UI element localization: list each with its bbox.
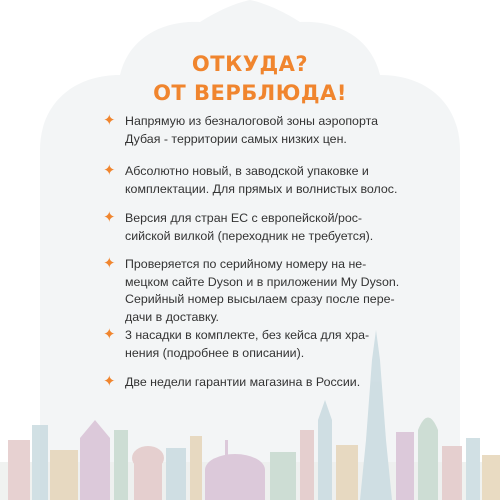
list-item-line: Версия для стран ЕС с европейской/рос- — [125, 211, 363, 225]
list-item-line: сийской вилкой (переходник не требуется). — [125, 228, 374, 243]
list-item-line: нения (подробнее в описании). — [125, 345, 305, 360]
star-bullet-icon: ✦ — [103, 373, 116, 390]
list-item-line: комплектации. Для прямых и волнистых волос. — [125, 181, 398, 196]
list-item-line: 3 насадки в комплекте, без кейса для хра- — [125, 328, 370, 342]
list-item-line: Две недели гарантии магазина в России. — [125, 375, 361, 389]
list-item-text — [125, 374, 400, 392]
list-item-line: Напрямую из безналоговой зоны аэропорта — [125, 114, 378, 128]
list-item-text — [125, 256, 400, 326]
star-bullet-icon: ✦ — [103, 209, 116, 226]
list-item-line: Абсолютно новый, в заводской упаковке и — [125, 164, 369, 178]
title-line-1: ОТКУДА? — [191, 52, 309, 76]
list-item-text — [125, 327, 400, 362]
star-bullet-icon: ✦ — [103, 112, 116, 129]
list-item-line: Серийный номер высылаем сразу после пере- — [125, 292, 395, 306]
page-title — [0, 50, 500, 108]
list-item-text — [125, 163, 400, 198]
star-bullet-icon: ✦ — [103, 255, 116, 272]
star-bullet-icon: ✦ — [103, 162, 116, 179]
list-item-line: дачи в доставку. — [125, 309, 219, 324]
title-line-2: ОТ ВЕРБЛЮДА! — [153, 81, 347, 105]
list-item-line: мецком сайте Dyson и в приложении My Dyson. — [125, 274, 400, 289]
star-bullet-icon: ✦ — [103, 326, 116, 343]
list-item-line: Дубая - территории самых низких цен. — [125, 131, 347, 146]
list-item-text — [125, 210, 400, 245]
list-item-text — [125, 113, 400, 148]
list-item-line: Проверяется по серийному номеру на не- — [125, 257, 367, 271]
